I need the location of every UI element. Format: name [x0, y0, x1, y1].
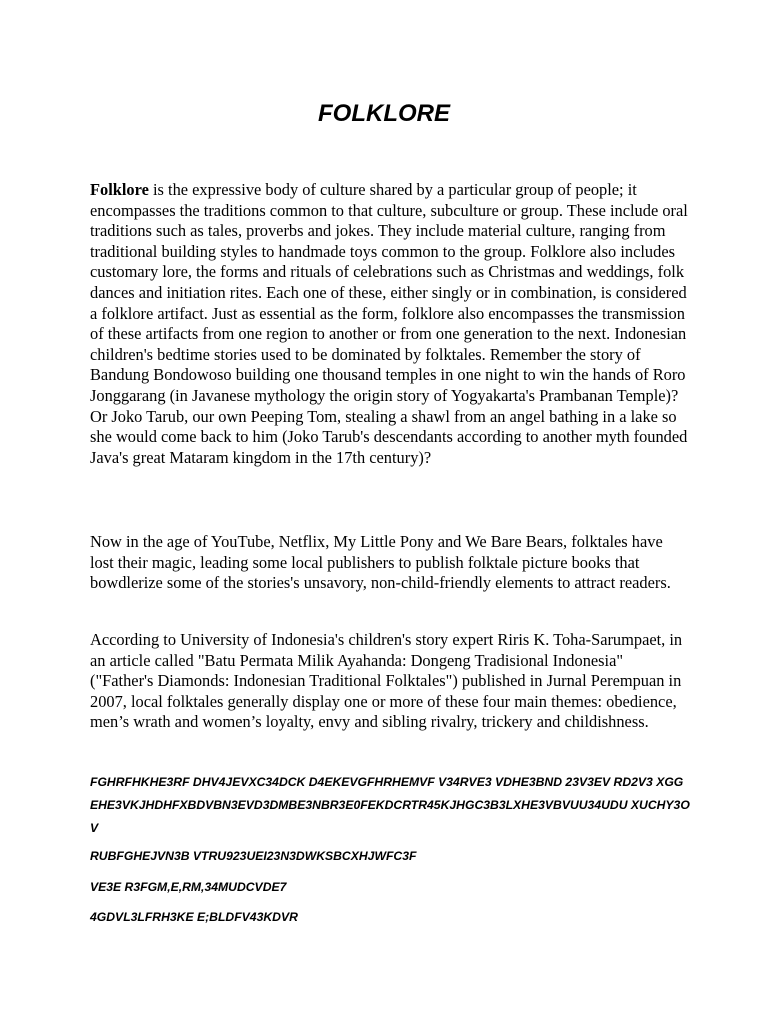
- code-line-3: VE3E R3FGM,E,RM,34MUDCVDE7: [90, 880, 287, 894]
- document-title: FOLKLORE: [318, 100, 450, 127]
- paragraph-folktale-themes: According to University of Indonesia's children's story expert Riris K. Toha-Sarumpaet, in an article called "Batu Permata Milik Ayahanda: Dongeng Tradisional Indonesia" ("Father's Diamonds: Indonesian Traditional Folktales") published in Jurnal Perempuan in 2007, local folktales generally display one or more of these four main themes: obedience, men’s wrath and women’s loyalty, envy and sibling rivalry, trickery and childishness.: [90, 630, 683, 732]
- paragraph-modern-age: Now in the age of YouTube, Netflix, My Little Pony and We Bare Bears, folktales have lost their magic, leading some local publishers to publish folktale picture books that bowdlerize some of the stories's unsavory, non-child-friendly elements to attract readers.: [90, 532, 671, 593]
- folklore-lead-term: Folklore: [90, 180, 149, 199]
- paragraph-1-text: is the expressive body of culture shared by a particular group of people; it encompasses the traditions common to that culture, subculture or group. These include oral traditions such as tales, proverbs and jokes. They include material culture, ranging from traditional building styles to handmade toys common to the group. Folklore also includes customary lore, the forms and rituals of celebrations such as Christmas and weddings, folk dances and initiation rites. Each one of these, either singly or in combination, is considered a folklore artifact. Just as essential as the form, folklore also encompasses the transmission of these artifacts from one region to another or from one generation to the next. Indonesian children's bedtime stories used to be dominated by folktales. Remember the story of Bandung Bondowoso building one thousand temples in one night to win the hands of Roro Jonggarang (in Javanese mythology the origin story of Yogyakarta's Prambanan Temple)? Or Joko Tarub, our own Peeping Tom, stealing a shawl from an angel bathing in a lake so she would come back to him (Joko Tarub's descendants according to another myth founded Java's great Mataram kingdom in the 17th century)?: [90, 180, 688, 467]
- code-line-1: FGHRFHKHE3RF DHV4JEVXC34DCK D4EKEVGFHRHEMVF V34RVE3 VDHE3BND 23V3EV RD2V3 XGGEHE3VKJHDHFXBDVBN3EVD3DMBE3NBR3E0FEKDCRTR45KJHGC3B3LXHE3VBVUU34UDU XUCHY3OV: [90, 775, 690, 835]
- code-line-4: 4GDVL3LFRH3KE E;BLDFV43KDVR: [90, 910, 298, 924]
- paragraph-folklore-definition: [90, 180, 690, 468]
- code-line-2: RUBFGHEJVN3B VTRU923UEI23N3DWKSBCXHJWFC3F: [90, 849, 417, 863]
